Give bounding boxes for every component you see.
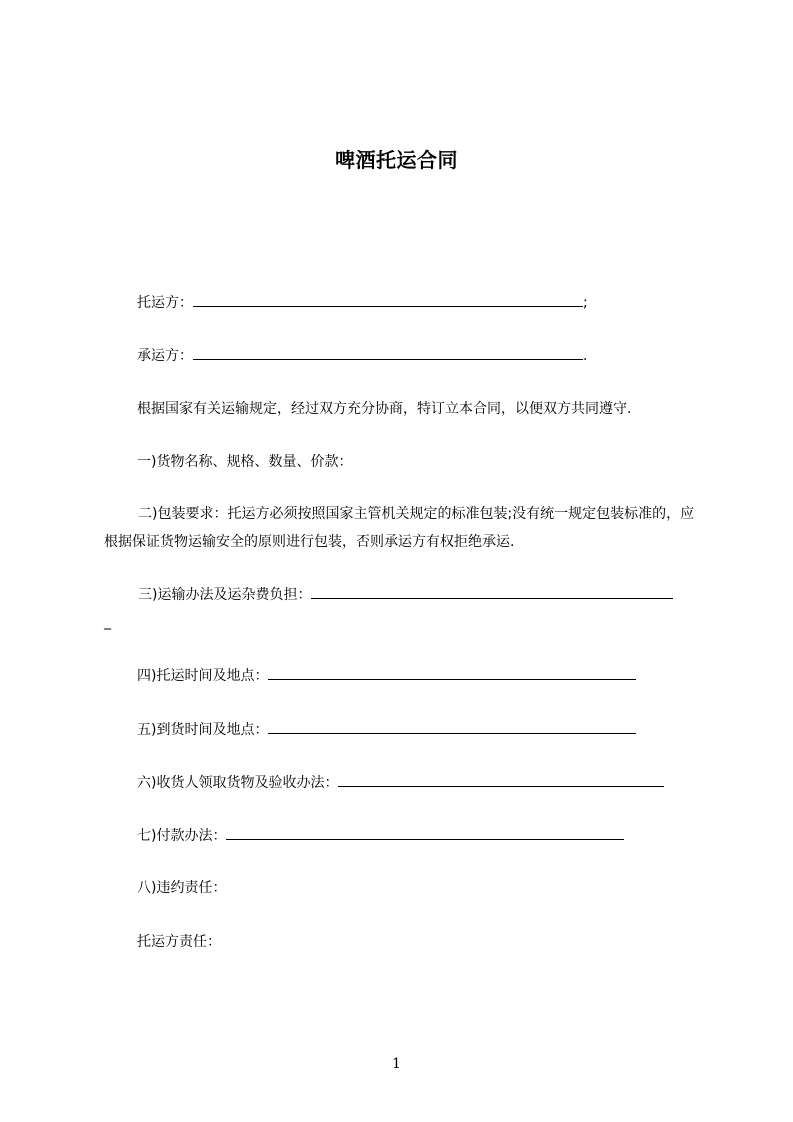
- clause-5-blank[interactable]: [268, 719, 636, 734]
- clause-6-line: [137, 772, 664, 793]
- clause-3-blank[interactable]: [311, 584, 673, 599]
- clause-8-liability: 八)违约责任：: [137, 880, 227, 896]
- clause-7-line: [137, 825, 624, 846]
- clause-6-blank[interactable]: [338, 772, 664, 787]
- clause-5-label: 五)到货时间及地点：: [137, 722, 269, 738]
- consignor-line: [137, 292, 588, 313]
- clause-3-line: [138, 584, 673, 605]
- clause-5-line: [137, 719, 636, 740]
- page-number: 1: [392, 1056, 401, 1072]
- carrier-blank[interactable]: [193, 345, 583, 360]
- carrier-end: .: [583, 348, 588, 364]
- clause-4-label: 四)托运时间及地点：: [137, 668, 269, 684]
- clause-3-label: 三)运输办法及运杂费负担：: [138, 587, 312, 603]
- clause-4-blank[interactable]: [268, 665, 636, 680]
- carrier-line: [137, 345, 587, 366]
- clause-7-blank[interactable]: [226, 825, 624, 840]
- consignor-blank[interactable]: [193, 292, 583, 307]
- clause-1-goods: 一)货物名称、规格、数量、价款：: [137, 454, 353, 470]
- page-title: 啤酒托运合同: [335, 148, 458, 172]
- clause-2-packaging: 二)包装要求：托运方必须按照国家主管机关规定的标准包装;没有统一规定包装标准的，应根据保证货物运输安全的原则进行包装，否则承运方有权拒绝承运.: [104, 506, 695, 550]
- clause-3-tail: _: [104, 614, 111, 630]
- preamble: 根据国家有关运输规定，经过双方充分协商，特订立本合同，以便双方共同遵守.: [137, 401, 632, 417]
- carrier-label: 承运方：: [137, 348, 193, 364]
- clause-6-label: 六)收货人领取货物及验收办法：: [137, 775, 339, 791]
- consignor-liability: 托运方责任：: [137, 934, 221, 950]
- consignor-end: ;: [583, 295, 588, 311]
- clause-7-label: 七)付款办法：: [137, 828, 227, 844]
- clause-4-line: [137, 665, 636, 686]
- consignor-label: 托运方：: [137, 295, 193, 311]
